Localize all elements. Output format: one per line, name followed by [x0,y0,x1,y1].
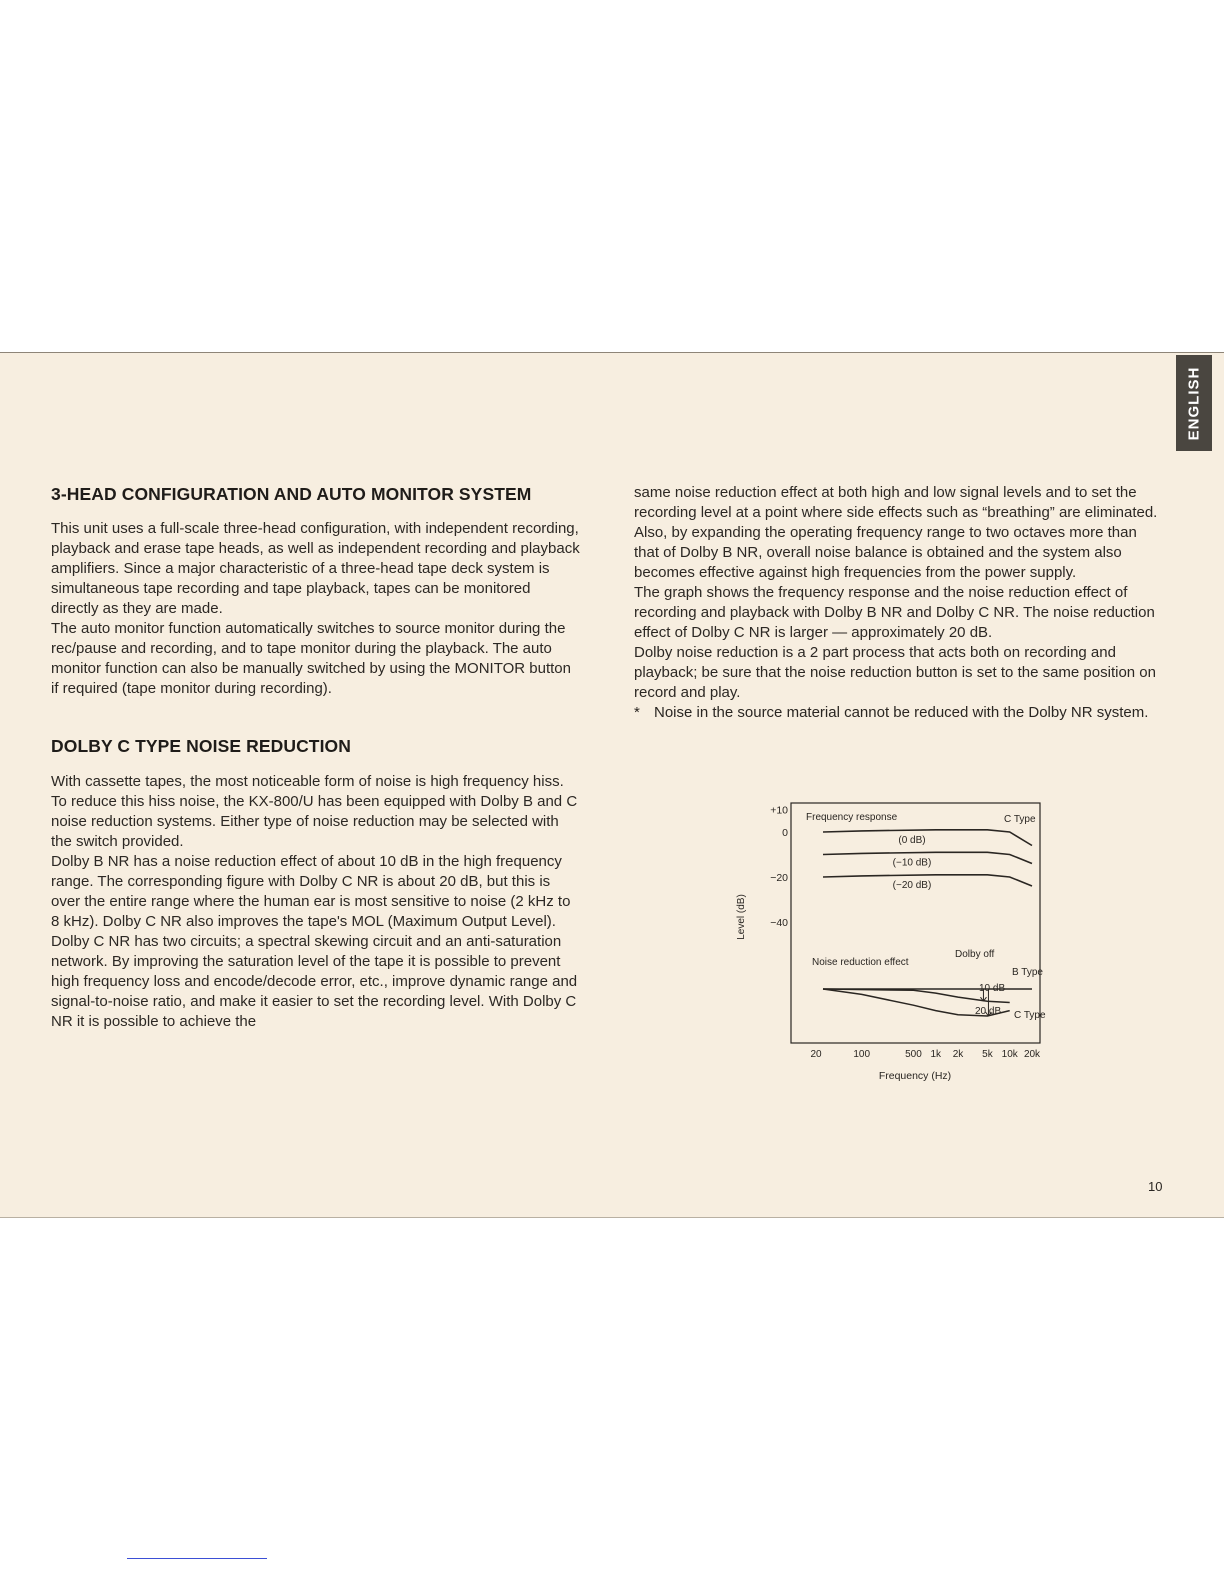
paragraph-auto-monitor: The auto monitor function automatically switches to source monitor during the rec/pause and recording, and to tape monitor during the playback. The auto monitor function can also be manually switched by using the MONITOR button if required (tape monitor during recording). [51,620,571,697]
footnote [634,703,1164,723]
paragraph-cassette-noise: With cassette tapes, the most noticeable form of noise is high frequency hiss. To reduce this hiss noise, the KX-800/U has been equipped with Dolby B and C noise reduction systems. Either type of noise reduction may be selected with the switch provided. [51,773,578,850]
footnote-mark: * [634,704,640,721]
y-tick-label: −40 [770,917,788,929]
language-tab [1176,355,1212,451]
response-curve-label: (−20 dB) [892,879,932,891]
response-curve-label: (0 dB) [898,834,926,846]
footer-link-line [127,1558,267,1559]
right-column [634,483,1164,723]
x-tick-label: 2k [952,1049,964,1060]
c-type-response-label: C Type [1004,814,1036,825]
b-type-label: B Type [1012,967,1043,978]
paragraph-continued: same noise reduction effect at both high and low signal levels and to set the recording level at a point where side effects such as “breathing” are eliminated. Also, by expanding the operating frequency range to two octaves more than that of Dolby B NR, overall noise balance is obtained and the system also becomes effective against high frequencies from the power supply. [634,484,1158,581]
section-heading-dolby-c: DOLBY C TYPE NOISE REDUCTION [51,736,352,756]
frequency-response-figure [730,793,1050,1088]
response-curve [823,830,1032,846]
x-tick-label: 20k [1023,1049,1041,1060]
x-tick-label: 500 [905,1049,922,1060]
paragraph-two-part-process: Dolby noise reduction is a 2 part process that acts both on recording and playback; be sure that the noise reduction button is set to the same position on record and play. [634,644,1156,701]
c-type-label: C Type [1014,1010,1046,1021]
y-tick-label: −20 [770,872,788,884]
page-number: 10 [1148,1179,1163,1194]
left-column [51,483,581,1032]
y-axis-label: Level (dB) [736,894,747,940]
language-tab-label: ENGLISH [1185,366,1203,440]
paragraph-dolby-b: Dolby B NR has a noise reduction effect of about 10 dB in the high frequency range. The corresponding figure with Dolby C NR is about 20 dB, but this is over the entire range where the human ear is most sensitive to noise (2 kHz to 8 kHz). Dolby C NR also improves the tape's MOL (Maximum Output Level). [51,853,571,930]
paragraph-dolby-c-circuits: Dolby C NR has two circuits; a spectral skewing circuit and an anti-saturation network. By improving the saturation level of the tape it is possible to prevent high frequency loss and encode/decode error, etc., improve dynamic range and signal-to-noise ratio, and make it easier to set the recording level. With Dolby C NR it is possible to achieve the [51,933,578,1030]
y-tick-label: +10 [770,804,788,817]
x-tick-label: 20 [810,1049,822,1060]
frequency-response-chart [730,793,1050,1088]
manual-page [0,352,1224,1218]
b-effect-label: 10 dB [979,983,1006,994]
section-heading-3-head: 3-HEAD CONFIGURATION AND AUTO MONITOR SYSTEM [51,484,532,504]
c-effect-label: 20 dB [975,1006,1002,1017]
footnote-text: Noise in the source material cannot be reduced with the Dolby NR system. [654,704,1149,721]
frequency-response-label: Frequency response [806,812,898,823]
x-tick-label: 100 [853,1049,871,1060]
response-curve-label: (−10 dB) [892,857,932,869]
x-axis-label: Frequency (Hz) [878,1070,952,1082]
y-tick-label: 0 [782,827,788,839]
x-tick-label: 5k [982,1049,993,1060]
x-tick-label: 1k [930,1049,942,1060]
dolby-off-label: Dolby off [955,949,995,960]
paragraph-graph-description: The graph shows the frequency response and the noise reduction effect of recording and playback with Dolby B NR and Dolby C NR. The noise reduction effect of Dolby C NR is larger — approximately 20 dB. [634,584,1155,641]
x-tick-label: 10k [1001,1049,1018,1060]
paragraph-3-head: This unit uses a full-scale three-head configuration, with independent recording, playback and erase tape heads, as well as independent recording and playback amplifiers. Since a major characteristic of a three-head tape deck system is simultaneous tape recording and tape playback, tapes can be monitored directly as they are made. [51,520,580,617]
noise-reduction-label: Noise reduction effect [812,957,909,968]
